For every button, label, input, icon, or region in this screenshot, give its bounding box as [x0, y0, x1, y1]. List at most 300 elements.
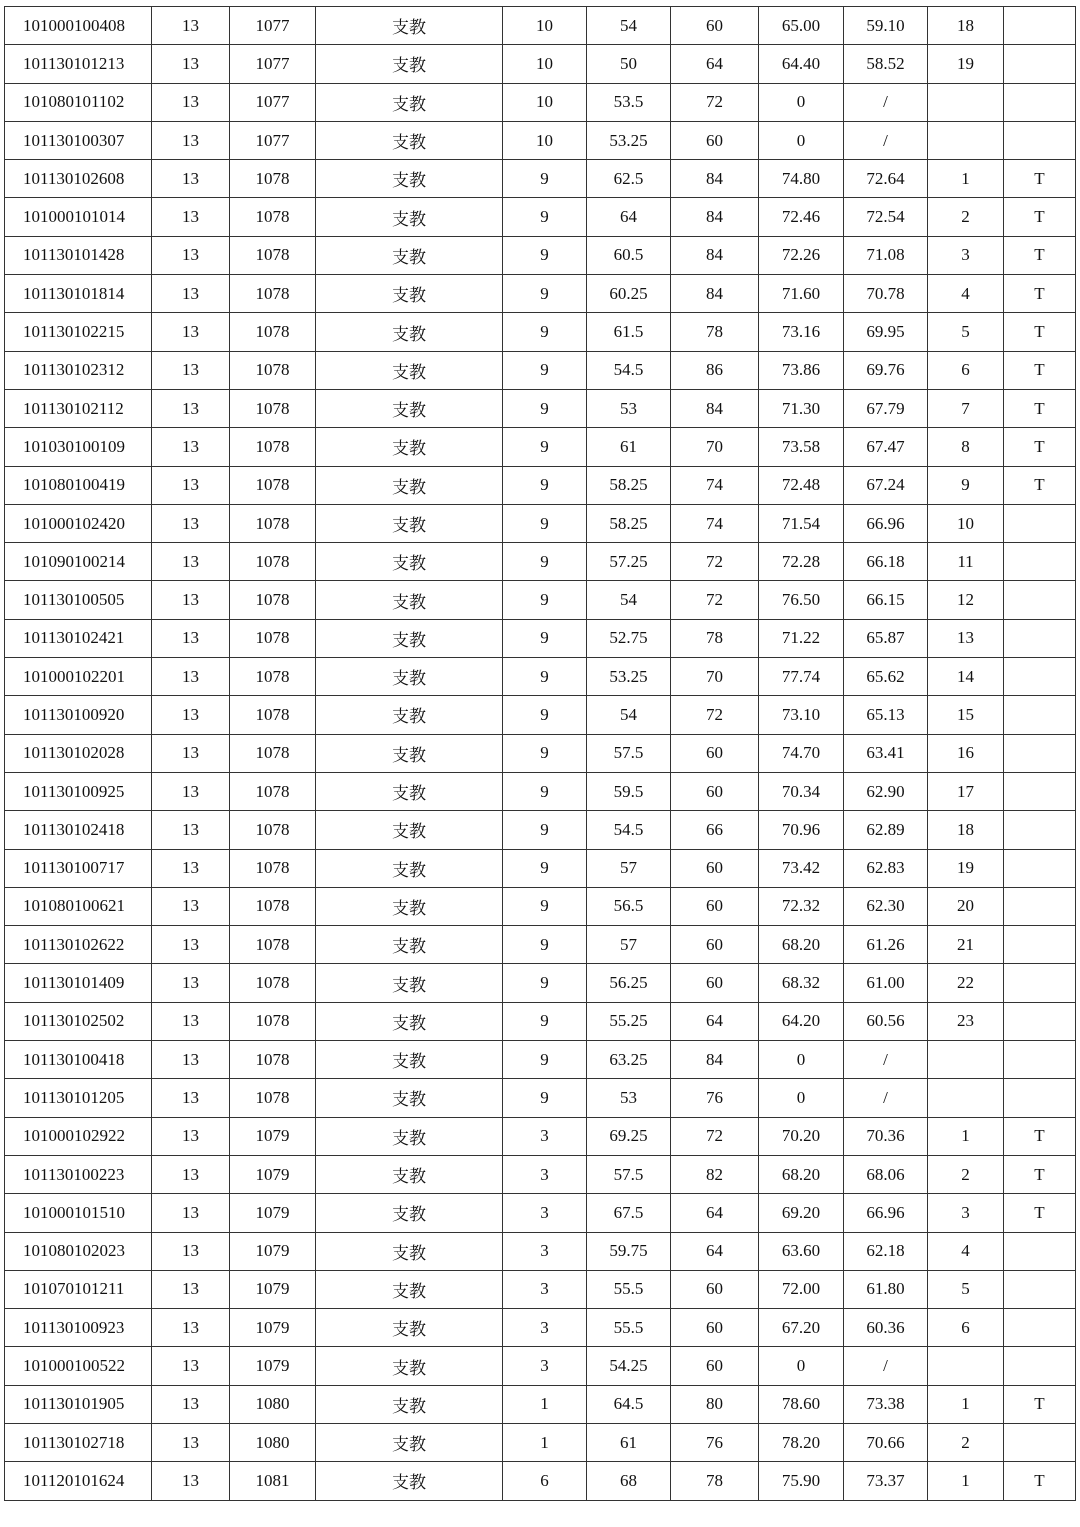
interview-score-cell: 0 — [759, 1079, 844, 1117]
group-cell: 13 — [152, 1347, 230, 1385]
group-cell: 13 — [152, 1002, 230, 1040]
table-row — [5, 1117, 1076, 1155]
quota-cell: 9 — [503, 1041, 587, 1079]
interview-score-cell: 71.22 — [759, 619, 844, 657]
mark-cell: T — [1004, 466, 1076, 504]
interview-score-cell: 72.28 — [759, 543, 844, 581]
candidate-id-cell: 101130102608 — [5, 160, 152, 198]
rank-cell: 21 — [928, 926, 1004, 964]
written-score-cell: 54 — [587, 696, 671, 734]
candidate-id-cell: 101130102112 — [5, 389, 152, 427]
group-cell: 13 — [152, 121, 230, 159]
written-score-cell: 53 — [587, 1079, 671, 1117]
total-score-cell: 60.56 — [844, 1002, 928, 1040]
total-score-cell: 72.54 — [844, 198, 928, 236]
position-name-cell: 支教 — [316, 543, 503, 581]
quota-cell: 9 — [503, 389, 587, 427]
candidate-id-cell: 101080100621 — [5, 887, 152, 925]
interview-score-cell: 0 — [759, 121, 844, 159]
interview-score-cell: 73.86 — [759, 351, 844, 389]
quota-cell: 9 — [503, 581, 587, 619]
rank-cell: 1 — [928, 1385, 1004, 1423]
total-score-cell: 69.95 — [844, 313, 928, 351]
candidate-id-cell: 101130101205 — [5, 1079, 152, 1117]
group-cell: 13 — [152, 275, 230, 313]
table-row — [5, 1309, 1076, 1347]
written-score-cell: 64.5 — [587, 1385, 671, 1423]
total-score-cell: 72.64 — [844, 160, 928, 198]
position-name-cell: 支教 — [316, 236, 503, 274]
mark-cell — [1004, 1347, 1076, 1385]
test-score-cell: 60 — [671, 734, 759, 772]
mark-cell: T — [1004, 1117, 1076, 1155]
rank-cell: 6 — [928, 1309, 1004, 1347]
position-code-cell: 1078 — [230, 811, 316, 849]
mark-cell — [1004, 1002, 1076, 1040]
rank-cell — [928, 1347, 1004, 1385]
rank-cell: 1 — [928, 160, 1004, 198]
position-code-cell: 1078 — [230, 926, 316, 964]
position-name-cell: 支教 — [316, 1347, 503, 1385]
position-code-cell: 1078 — [230, 313, 316, 351]
written-score-cell: 54 — [587, 7, 671, 45]
quota-cell: 10 — [503, 45, 587, 83]
written-score-cell: 60.5 — [587, 236, 671, 274]
rank-cell: 19 — [928, 45, 1004, 83]
group-cell: 13 — [152, 1309, 230, 1347]
position-code-cell: 1080 — [230, 1385, 316, 1423]
interview-score-cell: 68.32 — [759, 964, 844, 1002]
written-score-cell: 62.5 — [587, 160, 671, 198]
position-name-cell: 支教 — [316, 926, 503, 964]
group-cell: 13 — [152, 1270, 230, 1308]
total-score-cell: / — [844, 121, 928, 159]
position-code-cell: 1079 — [230, 1270, 316, 1308]
candidate-id-cell: 101070101211 — [5, 1270, 152, 1308]
table-row — [5, 351, 1076, 389]
total-score-cell: 62.18 — [844, 1232, 928, 1270]
test-score-cell: 72 — [671, 1117, 759, 1155]
quota-cell: 9 — [503, 1002, 587, 1040]
group-cell: 13 — [152, 1041, 230, 1079]
rank-cell: 9 — [928, 466, 1004, 504]
table-row — [5, 1041, 1076, 1079]
group-cell: 13 — [152, 389, 230, 427]
test-score-cell: 60 — [671, 121, 759, 159]
rank-cell: 20 — [928, 887, 1004, 925]
position-code-cell: 1079 — [230, 1309, 316, 1347]
position-name-cell: 支教 — [316, 160, 503, 198]
quota-cell: 3 — [503, 1309, 587, 1347]
mark-cell — [1004, 619, 1076, 657]
mark-cell — [1004, 926, 1076, 964]
position-name-cell: 支教 — [316, 1232, 503, 1270]
position-name-cell: 支教 — [316, 849, 503, 887]
written-score-cell: 57.5 — [587, 1155, 671, 1193]
table-row — [5, 581, 1076, 619]
rank-cell: 2 — [928, 1423, 1004, 1461]
written-score-cell: 54.25 — [587, 1347, 671, 1385]
quota-cell: 10 — [503, 7, 587, 45]
position-name-cell: 支教 — [316, 504, 503, 542]
rank-cell: 6 — [928, 351, 1004, 389]
quota-cell: 10 — [503, 83, 587, 121]
position-name-cell: 支教 — [316, 734, 503, 772]
quota-cell: 9 — [503, 275, 587, 313]
test-score-cell: 84 — [671, 1041, 759, 1079]
group-cell: 13 — [152, 772, 230, 810]
candidate-id-cell: 101130102215 — [5, 313, 152, 351]
total-score-cell: 62.89 — [844, 811, 928, 849]
test-score-cell: 78 — [671, 313, 759, 351]
written-score-cell: 57 — [587, 849, 671, 887]
total-score-cell: 73.38 — [844, 1385, 928, 1423]
group-cell: 13 — [152, 1385, 230, 1423]
table-row — [5, 926, 1076, 964]
quota-cell: 9 — [503, 772, 587, 810]
test-score-cell: 64 — [671, 45, 759, 83]
position-code-cell: 1078 — [230, 198, 316, 236]
written-score-cell: 68 — [587, 1462, 671, 1500]
total-score-cell: 62.30 — [844, 887, 928, 925]
rank-cell: 18 — [928, 7, 1004, 45]
rank-cell — [928, 1041, 1004, 1079]
position-name-cell: 支教 — [316, 887, 503, 925]
interview-score-cell: 75.90 — [759, 1462, 844, 1500]
written-score-cell: 59.75 — [587, 1232, 671, 1270]
rank-cell: 2 — [928, 198, 1004, 236]
position-code-cell: 1078 — [230, 389, 316, 427]
candidate-id-cell: 101080100419 — [5, 466, 152, 504]
candidate-id-cell: 101130102028 — [5, 734, 152, 772]
test-score-cell: 66 — [671, 811, 759, 849]
mark-cell — [1004, 7, 1076, 45]
position-code-cell: 1079 — [230, 1117, 316, 1155]
total-score-cell: 73.37 — [844, 1462, 928, 1500]
rank-cell: 16 — [928, 734, 1004, 772]
group-cell: 13 — [152, 313, 230, 351]
candidate-id-cell: 101080101102 — [5, 83, 152, 121]
group-cell: 13 — [152, 83, 230, 121]
rank-cell: 17 — [928, 772, 1004, 810]
results-table — [4, 6, 1076, 1501]
mark-cell: T — [1004, 198, 1076, 236]
table-row — [5, 313, 1076, 351]
position-code-cell: 1078 — [230, 619, 316, 657]
rank-cell: 19 — [928, 849, 1004, 887]
position-name-cell: 支教 — [316, 7, 503, 45]
position-code-cell: 1078 — [230, 696, 316, 734]
total-score-cell: 65.13 — [844, 696, 928, 734]
test-score-cell: 70 — [671, 428, 759, 466]
mark-cell — [1004, 1423, 1076, 1461]
table-row — [5, 1002, 1076, 1040]
written-score-cell: 53.5 — [587, 83, 671, 121]
candidate-id-cell: 101130102312 — [5, 351, 152, 389]
table-row — [5, 543, 1076, 581]
quota-cell: 9 — [503, 849, 587, 887]
interview-score-cell: 71.60 — [759, 275, 844, 313]
table-row — [5, 275, 1076, 313]
position-code-cell: 1078 — [230, 734, 316, 772]
table-row — [5, 160, 1076, 198]
candidate-id-cell: 101130102502 — [5, 1002, 152, 1040]
quota-cell: 9 — [503, 351, 587, 389]
rank-cell: 4 — [928, 275, 1004, 313]
candidate-id-cell: 101130100223 — [5, 1155, 152, 1193]
candidate-id-cell: 101130100717 — [5, 849, 152, 887]
interview-score-cell: 77.74 — [759, 658, 844, 696]
interview-score-cell: 73.10 — [759, 696, 844, 734]
mark-cell: T — [1004, 1462, 1076, 1500]
test-score-cell: 60 — [671, 772, 759, 810]
quota-cell: 3 — [503, 1117, 587, 1155]
candidate-id-cell: 101130101409 — [5, 964, 152, 1002]
total-score-cell: 61.00 — [844, 964, 928, 1002]
group-cell: 13 — [152, 1232, 230, 1270]
candidate-id-cell: 101030100109 — [5, 428, 152, 466]
table-row — [5, 1155, 1076, 1193]
position-code-cell: 1078 — [230, 428, 316, 466]
group-cell: 13 — [152, 926, 230, 964]
position-code-cell: 1078 — [230, 351, 316, 389]
position-code-cell: 1078 — [230, 581, 316, 619]
quota-cell: 9 — [503, 236, 587, 274]
written-score-cell: 57.25 — [587, 543, 671, 581]
total-score-cell: 68.06 — [844, 1155, 928, 1193]
group-cell: 13 — [152, 543, 230, 581]
interview-score-cell: 72.46 — [759, 198, 844, 236]
total-score-cell: 67.79 — [844, 389, 928, 427]
interview-score-cell: 70.34 — [759, 772, 844, 810]
position-name-cell: 支教 — [316, 1385, 503, 1423]
candidate-id-cell: 101090100214 — [5, 543, 152, 581]
quota-cell: 9 — [503, 887, 587, 925]
candidate-id-cell: 101000102420 — [5, 504, 152, 542]
test-score-cell: 74 — [671, 504, 759, 542]
interview-score-cell: 71.30 — [759, 389, 844, 427]
table-row — [5, 811, 1076, 849]
interview-score-cell: 0 — [759, 83, 844, 121]
position-name-cell: 支教 — [316, 1194, 503, 1232]
quota-cell: 1 — [503, 1423, 587, 1461]
interview-score-cell: 70.20 — [759, 1117, 844, 1155]
quota-cell: 9 — [503, 619, 587, 657]
written-score-cell: 58.25 — [587, 466, 671, 504]
written-score-cell: 53.25 — [587, 121, 671, 159]
total-score-cell: 61.80 — [844, 1270, 928, 1308]
total-score-cell: 59.10 — [844, 7, 928, 45]
interview-score-cell: 78.60 — [759, 1385, 844, 1423]
position-name-cell: 支教 — [316, 275, 503, 313]
interview-score-cell: 65.00 — [759, 7, 844, 45]
mark-cell — [1004, 504, 1076, 542]
position-name-cell: 支教 — [316, 1270, 503, 1308]
quota-cell: 9 — [503, 734, 587, 772]
group-cell: 13 — [152, 504, 230, 542]
group-cell: 13 — [152, 1117, 230, 1155]
test-score-cell: 64 — [671, 1002, 759, 1040]
rank-cell — [928, 83, 1004, 121]
test-score-cell: 60 — [671, 1270, 759, 1308]
candidate-id-cell: 101130100920 — [5, 696, 152, 734]
mark-cell — [1004, 1270, 1076, 1308]
test-score-cell: 82 — [671, 1155, 759, 1193]
total-score-cell: 67.47 — [844, 428, 928, 466]
quota-cell: 10 — [503, 121, 587, 159]
table-row — [5, 658, 1076, 696]
mark-cell: T — [1004, 428, 1076, 466]
mark-cell — [1004, 734, 1076, 772]
candidate-id-cell: 101130101428 — [5, 236, 152, 274]
written-score-cell: 55.5 — [587, 1309, 671, 1347]
candidate-id-cell: 101000102201 — [5, 658, 152, 696]
group-cell: 13 — [152, 428, 230, 466]
group-cell: 13 — [152, 236, 230, 274]
total-score-cell: / — [844, 1347, 928, 1385]
mark-cell: T — [1004, 313, 1076, 351]
group-cell: 13 — [152, 734, 230, 772]
table-row — [5, 121, 1076, 159]
rank-cell: 1 — [928, 1462, 1004, 1500]
written-score-cell: 56.25 — [587, 964, 671, 1002]
candidate-id-cell: 101130101905 — [5, 1385, 152, 1423]
table-row — [5, 428, 1076, 466]
mark-cell — [1004, 543, 1076, 581]
candidate-id-cell: 101130100925 — [5, 772, 152, 810]
group-cell: 13 — [152, 619, 230, 657]
test-score-cell: 84 — [671, 198, 759, 236]
candidate-id-cell: 101130102421 — [5, 619, 152, 657]
mark-cell — [1004, 772, 1076, 810]
test-score-cell: 76 — [671, 1423, 759, 1461]
candidate-id-cell: 101130102418 — [5, 811, 152, 849]
mark-cell: T — [1004, 351, 1076, 389]
test-score-cell: 72 — [671, 83, 759, 121]
group-cell: 13 — [152, 964, 230, 1002]
position-code-cell: 1079 — [230, 1347, 316, 1385]
total-score-cell: 65.87 — [844, 619, 928, 657]
quota-cell: 6 — [503, 1462, 587, 1500]
table-row — [5, 696, 1076, 734]
table-row — [5, 1079, 1076, 1117]
test-score-cell: 72 — [671, 543, 759, 581]
position-code-cell: 1078 — [230, 964, 316, 1002]
test-score-cell: 84 — [671, 389, 759, 427]
written-score-cell: 61 — [587, 1423, 671, 1461]
mark-cell — [1004, 45, 1076, 83]
position-name-cell: 支教 — [316, 1155, 503, 1193]
quota-cell: 9 — [503, 543, 587, 581]
rank-cell — [928, 121, 1004, 159]
test-score-cell: 84 — [671, 275, 759, 313]
total-score-cell: / — [844, 83, 928, 121]
table-row — [5, 619, 1076, 657]
position-code-cell: 1077 — [230, 7, 316, 45]
rank-cell: 2 — [928, 1155, 1004, 1193]
group-cell: 13 — [152, 696, 230, 734]
position-name-cell: 支教 — [316, 696, 503, 734]
interview-score-cell: 67.20 — [759, 1309, 844, 1347]
position-name-cell: 支教 — [316, 1117, 503, 1155]
test-score-cell: 64 — [671, 1194, 759, 1232]
position-code-cell: 1079 — [230, 1194, 316, 1232]
rank-cell: 22 — [928, 964, 1004, 1002]
position-name-cell: 支教 — [316, 466, 503, 504]
written-score-cell: 53 — [587, 389, 671, 427]
interview-score-cell: 78.20 — [759, 1423, 844, 1461]
written-score-cell: 54.5 — [587, 351, 671, 389]
mark-cell — [1004, 1309, 1076, 1347]
position-code-cell: 1078 — [230, 275, 316, 313]
quota-cell: 9 — [503, 198, 587, 236]
total-score-cell: 58.52 — [844, 45, 928, 83]
position-name-cell: 支教 — [316, 1041, 503, 1079]
table-row — [5, 236, 1076, 274]
group-cell: 13 — [152, 1423, 230, 1461]
total-score-cell: 61.26 — [844, 926, 928, 964]
written-score-cell: 57 — [587, 926, 671, 964]
total-score-cell: 67.24 — [844, 466, 928, 504]
total-score-cell: 65.62 — [844, 658, 928, 696]
position-name-cell: 支教 — [316, 83, 503, 121]
table-row — [5, 772, 1076, 810]
position-name-cell: 支教 — [316, 811, 503, 849]
position-code-cell: 1079 — [230, 1155, 316, 1193]
position-name-cell: 支教 — [316, 619, 503, 657]
quota-cell: 9 — [503, 466, 587, 504]
rank-cell: 3 — [928, 236, 1004, 274]
test-score-cell: 60 — [671, 1347, 759, 1385]
table-row — [5, 1194, 1076, 1232]
interview-score-cell: 72.32 — [759, 887, 844, 925]
written-score-cell: 59.5 — [587, 772, 671, 810]
written-score-cell: 69.25 — [587, 1117, 671, 1155]
written-score-cell: 55.5 — [587, 1270, 671, 1308]
interview-score-cell: 71.54 — [759, 504, 844, 542]
mark-cell — [1004, 1079, 1076, 1117]
table-row — [5, 734, 1076, 772]
total-score-cell: 63.41 — [844, 734, 928, 772]
position-name-cell: 支教 — [316, 1423, 503, 1461]
mark-cell — [1004, 964, 1076, 1002]
written-score-cell: 60.25 — [587, 275, 671, 313]
candidate-id-cell: 101130102718 — [5, 1423, 152, 1461]
results-table-body — [5, 7, 1076, 1501]
test-score-cell: 70 — [671, 658, 759, 696]
test-score-cell: 84 — [671, 160, 759, 198]
table-row — [5, 1232, 1076, 1270]
rank-cell: 7 — [928, 389, 1004, 427]
total-score-cell: 70.36 — [844, 1117, 928, 1155]
quota-cell: 3 — [503, 1270, 587, 1308]
group-cell: 13 — [152, 1194, 230, 1232]
candidate-id-cell: 101130100418 — [5, 1041, 152, 1079]
interview-score-cell: 64.40 — [759, 45, 844, 83]
position-code-cell: 1078 — [230, 772, 316, 810]
total-score-cell: 62.90 — [844, 772, 928, 810]
written-score-cell: 52.75 — [587, 619, 671, 657]
position-code-cell: 1078 — [230, 543, 316, 581]
test-score-cell: 60 — [671, 926, 759, 964]
total-score-cell: 66.96 — [844, 504, 928, 542]
test-score-cell: 60 — [671, 849, 759, 887]
rank-cell: 10 — [928, 504, 1004, 542]
written-score-cell: 55.25 — [587, 1002, 671, 1040]
mark-cell — [1004, 1041, 1076, 1079]
table-row — [5, 389, 1076, 427]
position-name-cell: 支教 — [316, 1309, 503, 1347]
